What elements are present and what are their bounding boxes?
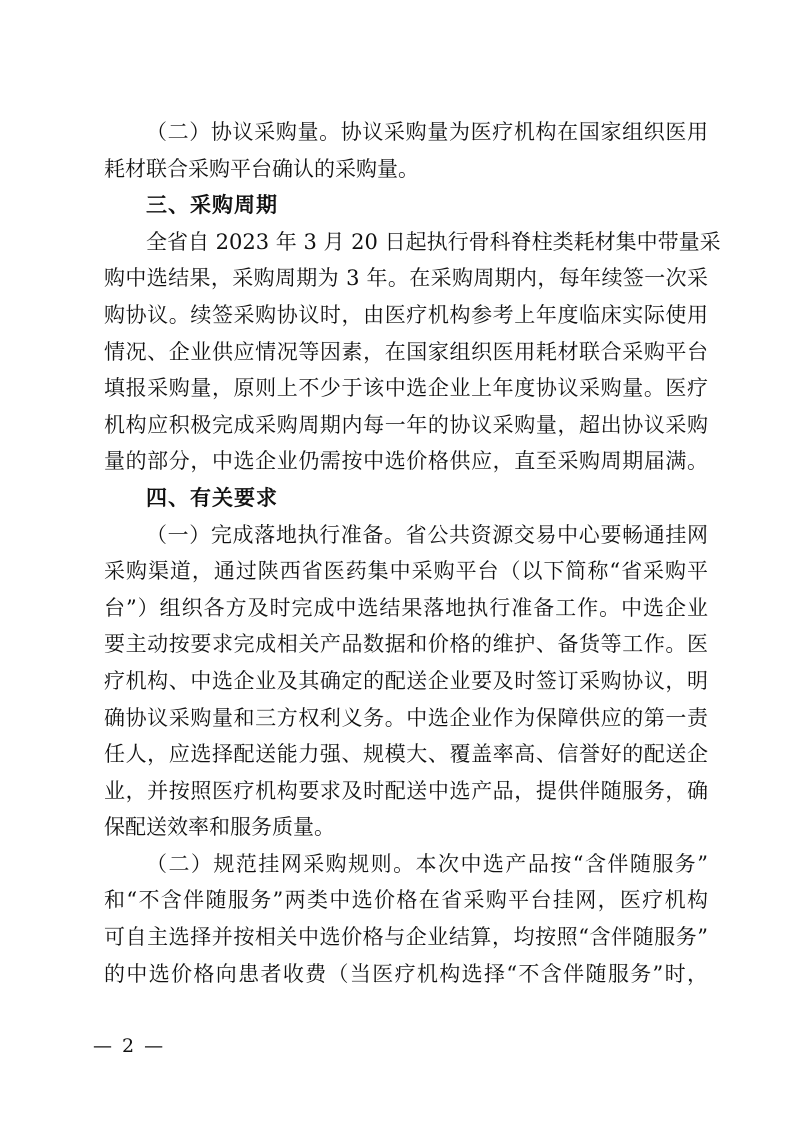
paragraph-line: （一）完成落地执行准备。省公共资源交易中心要畅通挂网: [146, 522, 708, 547]
paragraph-line: 任人，应选择配送能力强、规模大、覆盖率高、信誉好的配送企: [104, 742, 708, 767]
paragraph-line: 购协议。续签采购协议时，由医疗机构参考上年度临床实际使用: [104, 302, 708, 327]
paragraph-line: 可自主选择并按相关中选价格与企业结算，均按照“含伴随服务”: [104, 925, 708, 950]
paragraph-line: 耗材联合采购平台确认的采购量。: [104, 156, 419, 181]
paragraph-line: 疗机构、中选企业及其确定的配送企业要及时签订采购协议，明: [104, 668, 708, 693]
paragraph-line: 购中选结果，采购周期为 3 年。在采购周期内，每年续签一次采: [104, 266, 708, 291]
paragraph-line: 采购渠道，通过陕西省医药集中采购平台（以下简称“省采购平: [104, 559, 708, 584]
section-heading: 三、采购周期: [146, 193, 278, 218]
section-heading: 四、有关要求: [146, 485, 278, 510]
paragraph-line: 保配送效率和服务质量。: [104, 815, 335, 840]
paragraph-line: 填报采购量，原则上不少于该中选企业上年度协议采购量。医疗: [104, 376, 708, 401]
paragraph-line: 机构应积极完成采购周期内每一年的协议采购量，超出协议采购: [104, 412, 708, 437]
paragraph-line: 量的部分，中选企业仍需按中选价格供应，直至采购周期届满。: [104, 449, 708, 474]
page-number: — 2 —: [93, 1035, 166, 1057]
paragraph-line: （二）规范挂网采购规则。本次中选产品按“含伴随服务”: [146, 851, 708, 876]
paragraph-line: （二）协议采购量。协议采购量为医疗机构在国家组织医用: [146, 120, 708, 144]
paragraph-line: 情况、企业供应情况等因素，在国家组织医用耗材联合采购平台: [104, 339, 708, 364]
document-body: [104, 114, 721, 992]
paragraph-line: 全省自 2023 年 3 月 20 日起执行骨科脊柱类耗材集中带量采: [146, 229, 721, 254]
paragraph-line: 台”）组织各方及时完成中选结果落地执行准备工作。中选企业: [104, 595, 708, 620]
paragraph-line: 要主动按要求完成相关产品数据和价格的维护、备货等工作。医: [104, 632, 708, 657]
paragraph-line: 和“不含伴随服务”两类中选价格在省采购平台挂网，医疗机构: [104, 888, 708, 913]
paragraph-line: 确协议采购量和三方权利义务。中选企业作为保障供应的第一责: [104, 705, 708, 730]
paragraph-line: 业，并按照医疗机构要求及时配送中选产品，提供伴随服务，确: [104, 778, 708, 803]
paragraph-line: 的中选价格向患者收费（当医疗机构选择“不含伴随服务”时，: [104, 961, 708, 986]
